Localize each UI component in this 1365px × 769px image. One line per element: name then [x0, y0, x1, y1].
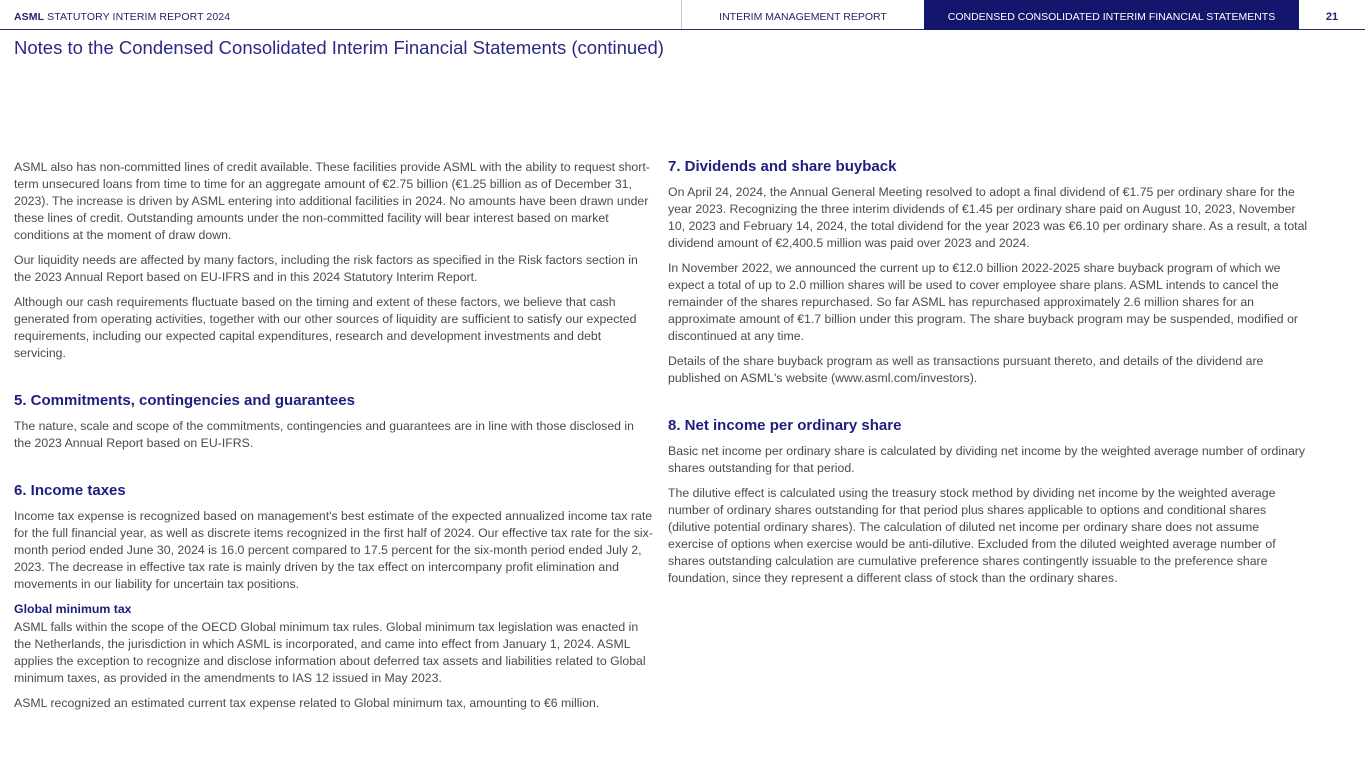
liquidity-paragraph-1: ASML also has non-committed lines of credit available. These facilities provide ASML with the ability to request short-term unsecured loans from time to time for an aggregate amount of €2.75 billion (€1.25 billion as of December 31, 2023). The increase is driven by ASML entering into additional facilities in 2024. No amounts have been drawn under these lines of credit. Outstanding amounts under the non-committed facility will bear interest based on market conditions at the moment of draw down. — [14, 160, 650, 242]
section-8-heading: 8. Net income per ordinary share — [668, 417, 902, 434]
section-5-heading: 5. Commitments, contingencies and guarantees — [14, 392, 355, 409]
global-minimum-tax-paragraph-2: ASML recognized an estimated current tax expense related to Global minimum tax, amounting to €6 million. — [14, 696, 600, 710]
liquidity-paragraph-3: Although our cash requirements fluctuate based on the timing and extent of these factors, we believe that cash generated from operating activities, together with our other sources of liquidity are sufficient to satisfy our expected requirements, including our expected capital expenditures, research and development investments and debt servicing. — [14, 295, 637, 360]
brand-name: ASML — [14, 11, 45, 23]
section-8-paragraph-1: Basic net income per ordinary share is calculated by dividing net income by the weighted average number of ordinary shares outstanding for that period. — [668, 444, 1306, 475]
liquidity-paragraph-2: Our liquidity needs are affected by many factors, including the risk factors as specified in the Risk factors section in the 2023 Annual Report based on EU-IFRS and in this 2024 Statutory Interim Report. — [14, 253, 638, 284]
report-brand — [14, 11, 230, 23]
section-6-heading: 6. Income taxes — [14, 482, 126, 499]
global-minimum-tax-heading: Global minimum tax — [14, 602, 132, 616]
section-6-paragraph: Income tax expense is recognized based on management's best estimate of the expected annualized income tax rate for the full financial year, as well as discrete items recognized in the first half of 2024. Our effective tax rate for the six-month period ended June 30, 2024 is 16.0 percent compared to 17.5 percent for the six-month period ended July 2, 2023. The decrease in effective tax rate is mainly driven by the tax effect on intercompany profit elimination and movements in our liability for uncertain tax positions. — [14, 509, 653, 591]
tab-condensed-financial-statements[interactable]: CONDENSED CONSOLIDATED INTERIM FINANCIAL STATEMENTS — [924, 0, 1299, 30]
page-number: 21 — [1325, 11, 1339, 23]
right-column — [668, 157, 1308, 595]
page-title: Notes to the Condensed Consolidated Interim Financial Statements (continued) — [14, 37, 664, 58]
section-7-paragraph-3: Details of the share buyback program as well as transactions pursuant thereto, and details of the dividend are published on ASML's website (www.asml.com/investors). — [668, 354, 1264, 385]
report-name: STATUTORY INTERIM REPORT 2024 — [44, 11, 231, 23]
section-8-paragraph-2: The dilutive effect is calculated using the treasury stock method by dividing net income by the weighted average number of ordinary shares outstanding for that period plus shares applicable to options and conditional shares (dilutive potential ordinary shares). The calculation of diluted net income per ordinary share does not assume exercise of options when exercise would be anti-dilutive. Excluded from the diluted weighted average number of shares outstanding calculation are cumulative preference shares contingently issuable to the preference share foundation, since they represent a different class of stock than the ordinary shares. — [668, 486, 1276, 585]
tab-interim-management-report[interactable]: INTERIM MANAGEMENT REPORT — [681, 0, 924, 29]
section-5-paragraph: The nature, scale and scope of the commitments, contingencies and guarantees are in line with those disclosed in the 2023 Annual Report based on EU-IFRS. — [14, 419, 634, 450]
section-7-paragraph-2: In November 2022, we announced the current up to €12.0 billion 2022-2025 share buyback program of which we expect a total of up to 2.0 million shares will be used to cover employee share plans. ASML intends to cancel the remainder of the shares repurchased. So far ASML has repurchased approximately 2.6 million shares for an approximate amount of €1.7 billion under this program. The share buyback program may be suspended, modified or discontinued at any time. — [668, 261, 1298, 343]
report-header — [0, 0, 1365, 30]
left-column — [14, 159, 654, 720]
global-minimum-tax-paragraph-1: ASML falls within the scope of the OECD Global minimum tax rules. Global minimum tax legislation was enacted in the Netherlands, the jurisdiction in which ASML is incorporated, and came into effect from January 1, 2024. ASML applies the exception to recognize and disclose information about deferred tax assets and liabilities related to Global minimum taxes, as provided in the amendments to IAS 12 issued in May 2023. — [14, 620, 646, 685]
section-7-paragraph-1: On April 24, 2024, the Annual General Meeting resolved to adopt a final dividend of €1.75 per ordinary share for the year 2023. Recognizing the three interim dividends of €1.45 per ordinary share paid on August 10, 2023, November 10, 2023 and February 14, 2024, the total dividend for the year 2023 was €6.10 per ordinary share. As a result, a total dividend amount of €2,400.5 million was paid over 2023 and 2024. — [668, 185, 1308, 250]
section-7-heading: 7. Dividends and share buyback — [668, 158, 897, 175]
